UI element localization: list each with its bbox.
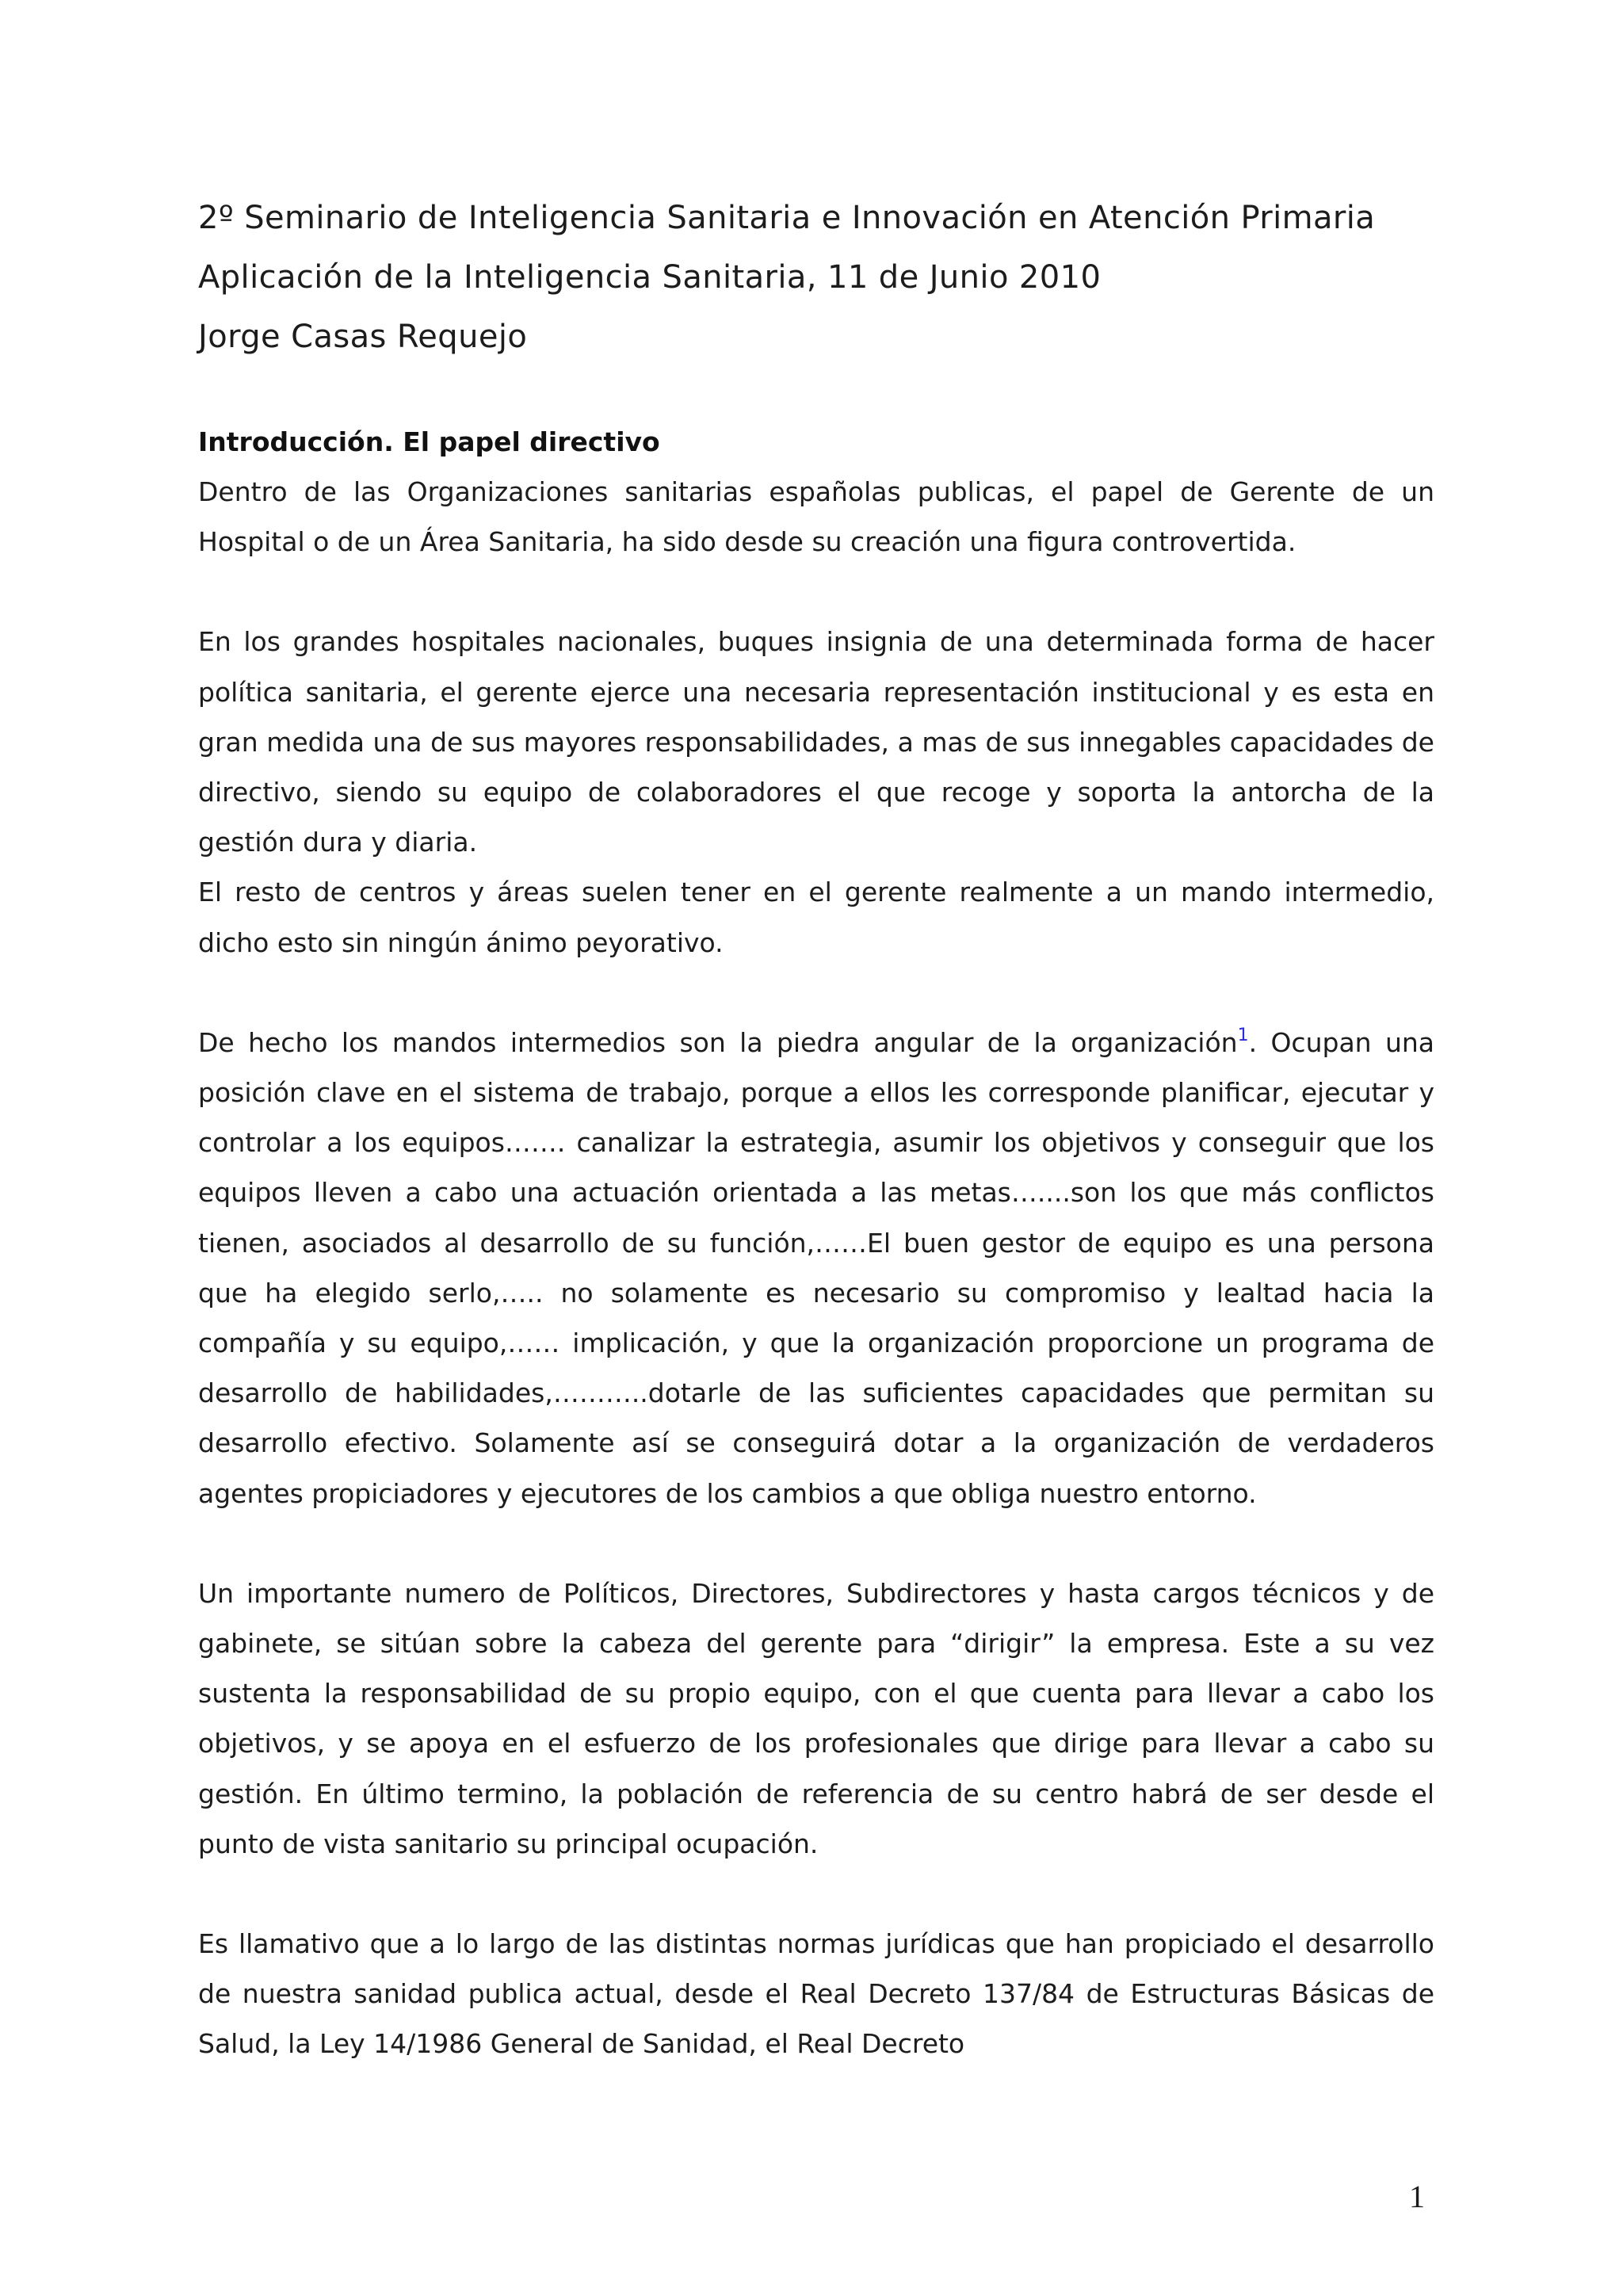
paragraph-4: [198, 1018, 1434, 1519]
paragraph-1: Dentro de las Organizaciones sanitarias españolas publicas, el papel de Gerente de un Hospital o de un Área Sanitaria, ha sido desde su creación una figura controvertida.: [198, 476, 1434, 558]
paragraph-2: En los grandes hospitales nacionales, buques insignia de una determinada forma de hacer política sanitaria, el gerente ejerce una necesaria representación institucional y es esta en gran medida una de sus mayores responsabilidades, a mas de sus innegables capacidades de directivo, siendo su equipo de colaboradores el que recoge y soporta la antorcha de la gestión dura y diaria.: [198, 626, 1434, 858]
document-header: [198, 189, 1434, 367]
paragraph-spacer: [198, 1519, 1434, 1568]
page-number: 1: [1409, 2179, 1425, 2214]
author-name: Jorge Casas Requejo: [198, 319, 528, 355]
paragraph-5: Un importante numero de Políticos, Directores, Subdirectores y hasta cargos técnicos y de gabinete, se sitúan sobre la cabeza del gerente para “dirigir” la empresa. Este a su vez sustenta la responsabilidad de su propio equipo, con el que cuenta para llevar a cabo los objetivos, y se apoya en el esfuerzo de los profesionales que dirige para llevar a cabo su gestión. En último termino, la población de referencia de su centro habrá de ser desde el punto de vista sanitario su principal ocupación.: [198, 1577, 1434, 1859]
paragraph-4-lead: De hecho los mandos intermedios son la piedra angular de la organización: [198, 1026, 1238, 1058]
section-heading: Introducción. El papel directivo: [198, 426, 660, 457]
paragraph-spacer: [198, 567, 1434, 617]
document-body: [198, 417, 1434, 2069]
paragraph-4-rest: . Ocupan una posición clave en el sistema de trabajo, porque a ellos les corresponde planificar, ejecutar y controlar a los equipos……. canalizar la estrategia, asumir los objetivos y conseguir que los equipos lleven a cabo una actuación orientada a las metas…....son los que más conflictos tienen, asociados al desarrollo de su función,……El buen gestor de equipo es una persona que ha elegido serlo,….. no solamente es necesario su compromiso y lealtad hacia la compañía y su equipo,…… implicación, y que la organización proporcione un programa de desarrollo de habilidades,………..dotarle de las suficientes capacidades que permitan su desarrollo efectivo. Solamente así se conseguirá dotar a la organización de verdaderos agentes propiciadores y ejecutores de los cambios a que obliga nuestro entorno.: [198, 1026, 1435, 1509]
paragraph-spacer: [198, 1869, 1434, 1919]
paragraph-spacer: [198, 968, 1434, 1018]
session-title: Aplicación de la Inteligencia Sanitaria, 11 de Junio 2010: [198, 259, 1102, 296]
seminar-title: 2º Seminario de Inteligencia Sanitaria e Innovación en Atención Primaria: [198, 200, 1376, 236]
paragraph-3: El resto de centros y áreas suelen tener en el gerente realmente a un mando intermedio, dicho esto sin ningún ánimo peyorativo.: [198, 877, 1434, 958]
paragraph-6: Es llamativo que a lo largo de las distintas normas jurídicas que han propiciado el desarrollo de nuestra sanidad publica actual, desde el Real Decreto 137/84 de Estructuras Básicas de Salud, la Ley 14/1986 General de Sanidad, el Real Decreto: [198, 1928, 1434, 2060]
footnote-reference[interactable]: 1: [1237, 1025, 1249, 1045]
